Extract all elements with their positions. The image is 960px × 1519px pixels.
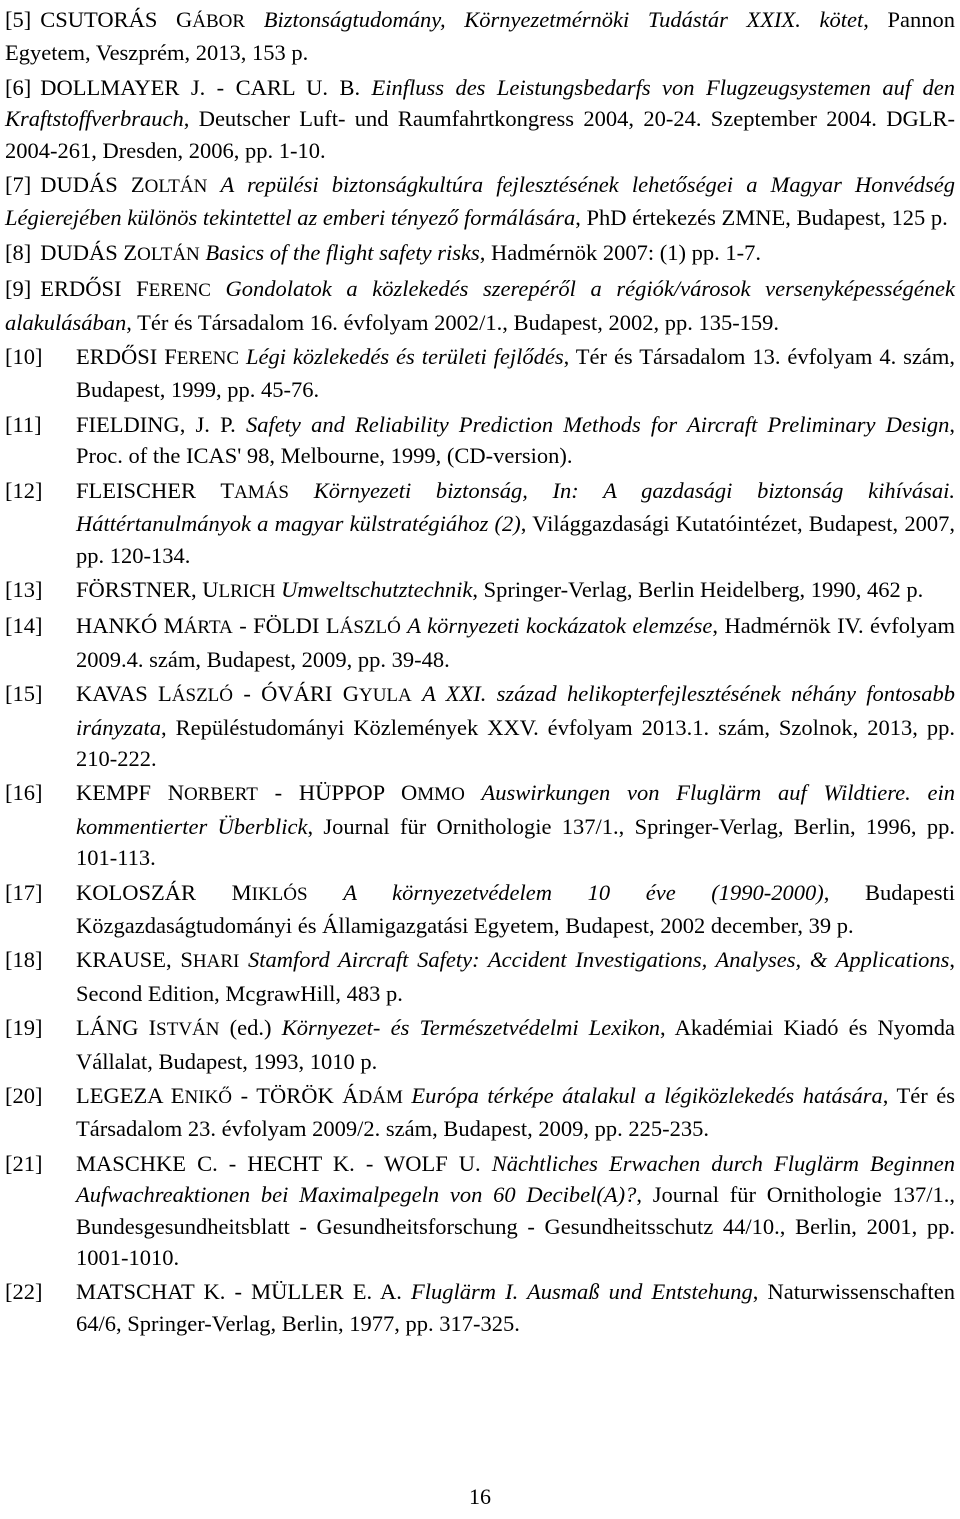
reference-text: - ÓVÁRI G [233,681,359,707]
author-given-name: ÁBOR [192,11,246,32]
reference-number: [12] [5,477,43,503]
reference-title: Környezet- és Természetvédelmi Lexikon [281,1015,661,1041]
author-given-name: IKLÓS [251,883,308,905]
reference-number: [20] [5,1083,43,1108]
author-given-name: ORBERT [184,784,258,806]
reference-text: DUDÁS Z [40,172,145,198]
reference-title: Gondolatok a közlekedés szerepéről a régiók/városok versenyképességének alakulásában [5,276,955,335]
reference-text: DOLLMAYER J. - CARL U. B. [40,74,372,100]
reference-title: Basics of the flight safety risks [205,239,480,265]
reference-text: - HÜPPOP O [257,780,418,806]
reference-number: [13] [5,576,43,602]
reference-number: [10] [5,344,43,370]
reference-text: FÖRSTNER, U [76,576,219,602]
reference-number: [15] [5,681,43,707]
reference-text: - FÖLDI L [232,613,340,639]
reference-text: MASCHKE C. - HECHT K. - WOLF U. [76,1150,492,1176]
author-given-name: MMO [417,784,465,806]
reference-text: KOLOSZÁR M [76,879,252,905]
reference-text: DUDÁS Z [40,239,138,265]
reference-entry [5,574,955,607]
reference-text: ERDŐSI F [76,344,177,370]
reference-title: A környezeti kockázatok elemzése [407,613,713,639]
reference-text: - TÖRÖK Á [232,1083,359,1108]
reference-text: , Budapesti Közgazdaságtudományi és Államigazgatási Egyetem, Budapest, 2002 december, 39 p. [76,879,955,938]
reference-text: , Proc. of the ICAS' 98, Melbourne, 1999, (CD-version). [76,411,955,469]
author-given-name: OLTÁN [144,176,208,198]
reference-number: [17] [5,879,43,905]
reference-title: Nächtliches Erwachen durch Fluglärm Beginnen Aufwachreaktionen bei Maximalpegeln von 60 Decibel(A)? [76,1150,955,1208]
reference-text: , Deutscher Luft- und Raumfahrtkongress 2004, 20-24. Szeptember 2004. DGLR-2004-261, Dresden, 2006, pp. 1-10. [5,106,955,163]
reference-title: Európa térképe átalakul a légiközlekedés hatására [411,1083,883,1108]
reference-text: , Repüléstudományi Közlemények XXV. évfolyam 2013.1. szám, Szolnok, 2013, pp. 210-222. [76,714,955,771]
reference-text: FIELDING, J. P. [76,411,246,437]
reference-entry [5,610,955,675]
reference-number: [18] [5,947,43,973]
reference-text: , Akadémiai Kiadó és Nyomda Vállalat, Budapest, 1993, 1010 p. [76,1015,956,1074]
reference-text: ERDŐSI F [40,276,149,302]
reference-entry [5,273,955,338]
reference-number: [16] [5,780,43,806]
reference-entry [5,1012,955,1077]
reference-text: LEGEZA E [76,1083,185,1108]
reference-entry [5,1276,955,1339]
reference-number: [7] [5,172,32,198]
reference-title: Stamford Aircraft Safety: Accident Investigations, Analyses, & Applications [248,947,950,973]
reference-text [239,344,246,369]
author-given-name: ERENC [148,280,211,302]
reference-number: [6] [5,74,32,100]
reference-text: , Journal für Ornithologie 137/1., Springer-Verlag, Berlin, 1996, pp. 101-113. [76,813,955,871]
reference-text: FLEISCHER T [76,477,235,503]
reference-text: KEMPF N [76,780,185,806]
reference-number: [8] [5,239,32,265]
reference-title: Einfluss des Leistungsbedarfs von Flugzeugsystemen auf den Kraftstoffverbrauch [5,74,955,132]
reference-entry [5,409,955,472]
author-given-name: ÁSZLÓ [339,617,401,639]
reference-text: , Hadmérnök IV. évfolyam 2009.4. szám, Budapest, 2009, pp. 39-48. [76,613,956,672]
reference-number: [9] [5,276,32,302]
reference-title: Biztonságtudomány, Környezetmérnöki Tudástár XXIX. kötet [263,7,864,32]
reference-entry [5,777,955,873]
author-given-name: YULA [358,685,412,707]
reference-text: KRAUSE, S [76,947,193,973]
reference-text: CSUTORÁS G [40,7,193,32]
reference-text [211,276,226,301]
reference-entry [5,72,955,166]
reference-title: A XXI. század helikopterfejlesztésének néhány fontosabb irányzata [76,681,956,740]
reference-text: LÁNG I [76,1015,157,1041]
reference-text: MATSCHAT K. - MÜLLER E. A. [76,1279,412,1305]
reference-entry [5,678,955,774]
reference-text: , Hadmérnök 2007: (1) pp. 1-7. [479,239,761,265]
reference-text: , Világgazdasági Kutatóintézet, Budapest, 2007, pp. 120-134. [76,511,955,568]
reference-list [5,4,955,1339]
reference-number: [5] [5,7,32,32]
reference-text [412,681,422,706]
reference-text: , Second Edition, McgrawHill, 483 p. [76,947,956,1006]
reference-title: A környezetvédelem 10 éve (1990-2000) [343,879,824,905]
reference-entry [5,169,955,234]
reference-text: KAVAS L [76,681,172,707]
author-given-name: STVÁN [156,1019,220,1041]
reference-entry [5,877,955,942]
reference-text [245,7,264,32]
reference-title: Umweltschutztechnik [281,576,473,602]
reference-text: , Springer-Verlag, Berlin Heidelberg, 1990, 462 p. [472,576,924,602]
page-number: 16 [469,1484,491,1509]
reference-text [239,947,248,972]
author-given-name: AMÁS [234,481,289,503]
reference-text: (ed.) [219,1015,282,1041]
reference-text [289,478,314,503]
reference-text: , Pannon Egyetem, Veszprém, 2013, 153 p. [5,7,956,66]
author-given-name: ÁRTA [183,617,233,639]
author-given-name: OLTÁN [137,243,200,265]
reference-text: , PhD értekezés ZMNE, Budapest, 125 p. [575,205,948,231]
reference-text: , Tér és Társadalom 13. évfolyam 4. szám, Budapest, 1999, pp. 45-76. [76,344,956,403]
reference-text [465,780,482,805]
author-given-name: DÁM [358,1087,403,1108]
reference-entry [5,341,955,406]
reference-number: [22] [5,1279,43,1305]
reference-title: Légi közlekedés és területi fejlődés [245,344,564,370]
reference-title: A repülési biztonságkultúra fejlesztésének lehetőségei a Magyar Honvédség Légierejében különös tekintettel az emberi tényező formálására [5,172,955,231]
author-given-name: ERENC [176,348,239,370]
reference-text [207,172,220,197]
reference-text: , Naturwissenschaften 64/6, Springer-Verlag, Berlin, 1977, pp. 317-325. [76,1279,955,1336]
reference-number: [21] [5,1150,43,1176]
reference-number: [11] [5,411,42,437]
reference-text: , Tér és Társadalom 23. évfolyam 2009/2. szám, Budapest, 2009, pp. 225-235. [76,1083,956,1142]
reference-entry [5,475,955,571]
author-given-name: ÁSZLÓ [171,685,234,707]
reference-text: , Tér és Társadalom 16. évfolyam 2002/1., Budapest, 2002, pp. 135-159. [126,309,780,335]
reference-text: HANKÓ M [76,613,184,639]
reference-entry [5,1080,955,1145]
author-given-name: HARI [192,951,240,973]
reference-entry [5,237,955,270]
reference-text: , Journal für Ornithologie 137/1., Bundesgesundheitsblatt - Gesundheitsforschung - Gesundheitsschutz 44/10., Berlin, 2001, pp. 1001-1010. [76,1182,955,1271]
reference-title: Környezeti biztonság, In: A gazdasági biztonság kihívásai. Háttértanulmányok a magyar külstratégiához (2) [76,477,955,537]
reference-entry [5,944,955,1009]
author-given-name: LRICH [218,580,276,602]
reference-entry [5,4,955,69]
reference-entry [5,1148,955,1274]
reference-number: [14] [5,613,43,639]
reference-title: Safety and Reliability Prediction Methods for Aircraft Preliminary Design [245,411,950,437]
reference-title: Auswirkungen von Fluglärm auf Wildtiere. ein kommentierter Überblick [76,780,956,839]
reference-text [308,880,344,905]
reference-title: Fluglärm I. Ausmaß und Entstehung [411,1279,753,1305]
reference-number: [19] [5,1015,43,1041]
author-given-name: NIKŐ [184,1087,233,1108]
